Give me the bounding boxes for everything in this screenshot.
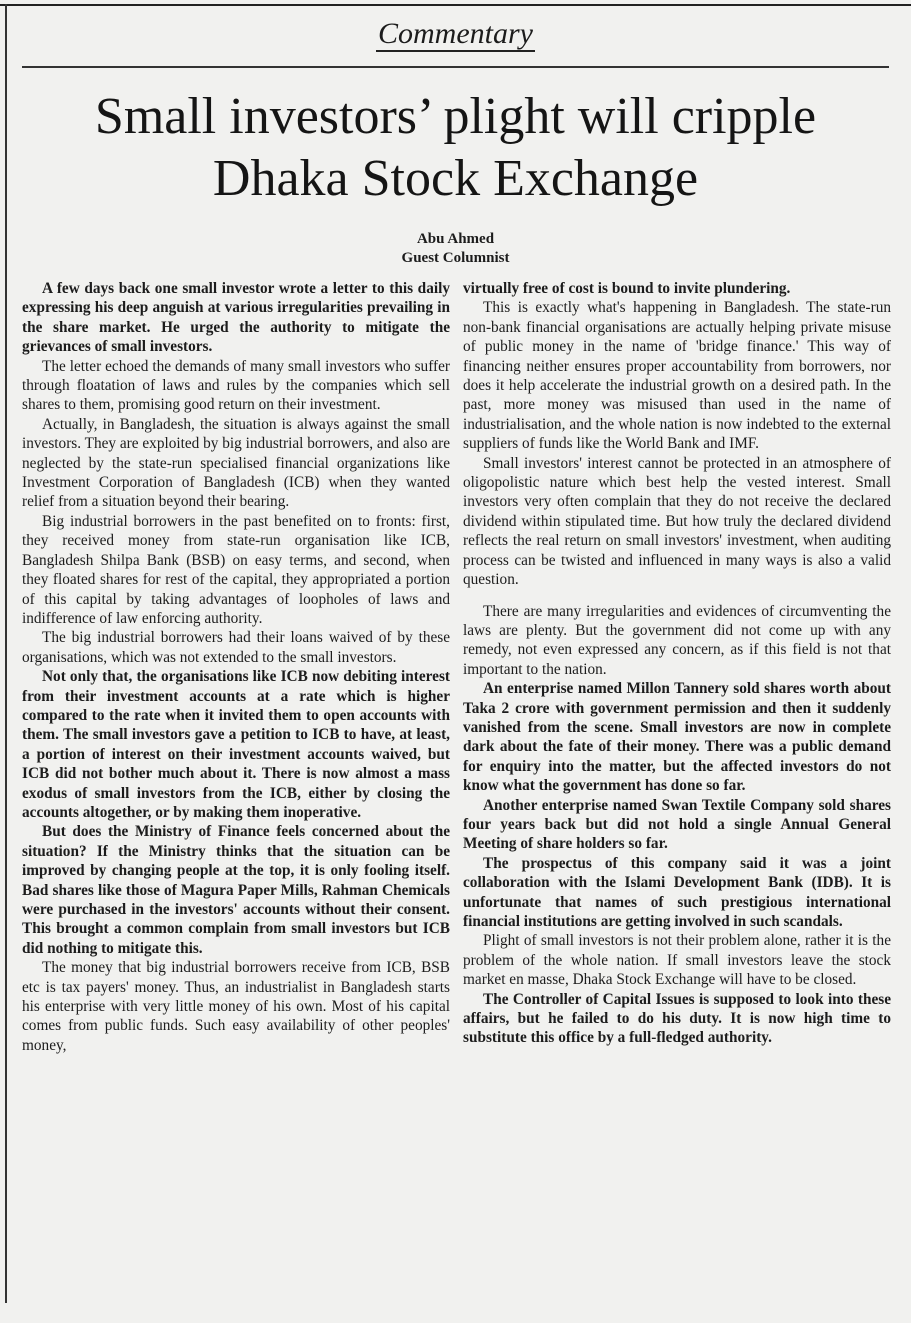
- paragraph: virtually free of cost is bound to invite plundering.: [463, 280, 791, 297]
- section-divider: [22, 66, 889, 68]
- paragraph: The letter echoed the demands of many small investors who suffer through floatation of laws and rules by the companies which sell shares to them, promising good return on their investment.: [22, 357, 450, 414]
- paragraph: A few days back one small investor wrote a letter to this daily expressing his deep anguish at various irregularities prevailing in the share market. He urged the authority to mitigate the grievances of small investors.: [22, 280, 450, 356]
- paragraph: There are many irregularities and evidences of circumventing the laws are plenty. But the government did not come up with any remedy, not even expressed any concern, as if this field is not that important to the nation.: [463, 602, 891, 678]
- paragraph: This is exactly what's happening in Bangladesh. The state-run non-bank financial organisations are actually helping private misuse of public money in the name of 'bridge finance.' This way of financing neither ensures proper accountability from borrowers, nor does it help accelerate the industrial growth on a desired path. In the past, more money was misused than used in the name of industrialisation, and the whole nation is now indebted to the external suppliers of funds like the World Bank and IMF.: [463, 299, 891, 453]
- paragraph: But does the Ministry of Finance feels concerned about the situation? If the Ministry thinks that the situation can be improved by changing people at the top, it is only fooling itself. Bad shares like those of Magura Paper Mills, Rahman Chemicals were purchased in the investors' accounts without their consent. This brought a common complain from small investors but ICB did nothing to mitigate this.: [22, 823, 450, 957]
- paragraph: Plight of small investors is not their problem alone, rather it is the problem of the whole nation. If small investors leave the stock market en masse, Dhaka Stock Exchange will have to be closed.: [463, 932, 891, 989]
- paragraph: Small investors' interest cannot be protected in an atmosphere of oligopolistic nature which best help the vested interest. Small investors very often complain that they do not receive the declared dividend within stipulated time. But how truly the declared dividend reflects the real return on small investors' investment, when auditing process can be twisted and influenced in many ways is also a valid question.: [463, 454, 891, 589]
- paragraph: The prospectus of this company said it was a joint collaboration with the Islami Development Bank (IDB). It is unfortunate that names of such prestigious international financial institutions are getting involved in such scandals.: [463, 854, 891, 930]
- section-label: [0, 14, 911, 54]
- paragraph: The Controller of Capital Issues is supposed to look into these affairs, but he failed to do his duty. It is now high time to substitute this office by a full-fledged authority.: [463, 990, 891, 1047]
- byline-role: Guest Columnist: [401, 250, 510, 266]
- left-border-rule: [5, 4, 7, 1303]
- byline: [0, 230, 911, 268]
- paragraph: Not only that, the organisations like ICB now debiting interest from their investment accounts at a rate which is higher compared to the rate when it invited them to open accounts with them. The small investors gave a petition to ICB to have, at least, a portion of interest on their investment accounts waived, but ICB did not bother much about it. There is now almost a mass exodus of small investors from the ICB, either by closing the accounts altogether, or by making them inoperative.: [22, 668, 450, 821]
- article-column-right: [463, 279, 891, 1309]
- section-label-text: Commentary: [378, 17, 533, 50]
- paragraph: Another enterprise named Swan Textile Company sold shares four years back but did not hold a single Annual General Meeting of share holders so far.: [463, 796, 891, 853]
- headline: [20, 86, 891, 210]
- byline-author: Abu Ahmed: [416, 231, 495, 247]
- paragraph: The big industrial borrowers had their loans waived of by these organisations, which was not extended to the small investors.: [22, 629, 450, 666]
- headline-line-1: Small investors’ plight will cripple: [94, 88, 817, 145]
- paragraph: Big industrial borrowers in the past benefited on to fronts: first, they received money from state-run organisation like ICB, Bangladesh Shilpa Bank (BSB) on easy terms, and second, when they floated shares for rest of the capital, they appropriated a portion of this capital by taking advantages of loopholes of laws and indifference of law enforcing authority.: [22, 512, 450, 627]
- paragraph: An enterprise named Millon Tannery sold shares worth about Taka 2 crore with government permission and then it suddenly vanished from the scene. Small investors are now in complete dark about the fate of their money. There was a public demand for enquiry into the matter, but the affected investors do not know what the government has done so far.: [463, 680, 891, 795]
- paragraph: Actually, in Bangladesh, the situation is always against the small investors. They are exploited by big industrial borrowers, and also are neglected by the state-run specialised financial organizations like Investment Corporation of Bangladesh (ICB) when they wanted relief from a situation beyond their bearing.: [22, 415, 450, 511]
- headline-line-2: Dhaka Stock Exchange: [212, 150, 699, 207]
- top-border-rule: [0, 4, 911, 6]
- paragraph: The money that big industrial borrowers receive from ICB, BSB etc is tax payers' money. Thus, an industrialist in Bangladesh starts his enterprise with very little money of his own. Most of his capital comes from public funds. Such easy availability of other peoples' money,: [22, 959, 450, 1054]
- article-column-left: [22, 279, 450, 1309]
